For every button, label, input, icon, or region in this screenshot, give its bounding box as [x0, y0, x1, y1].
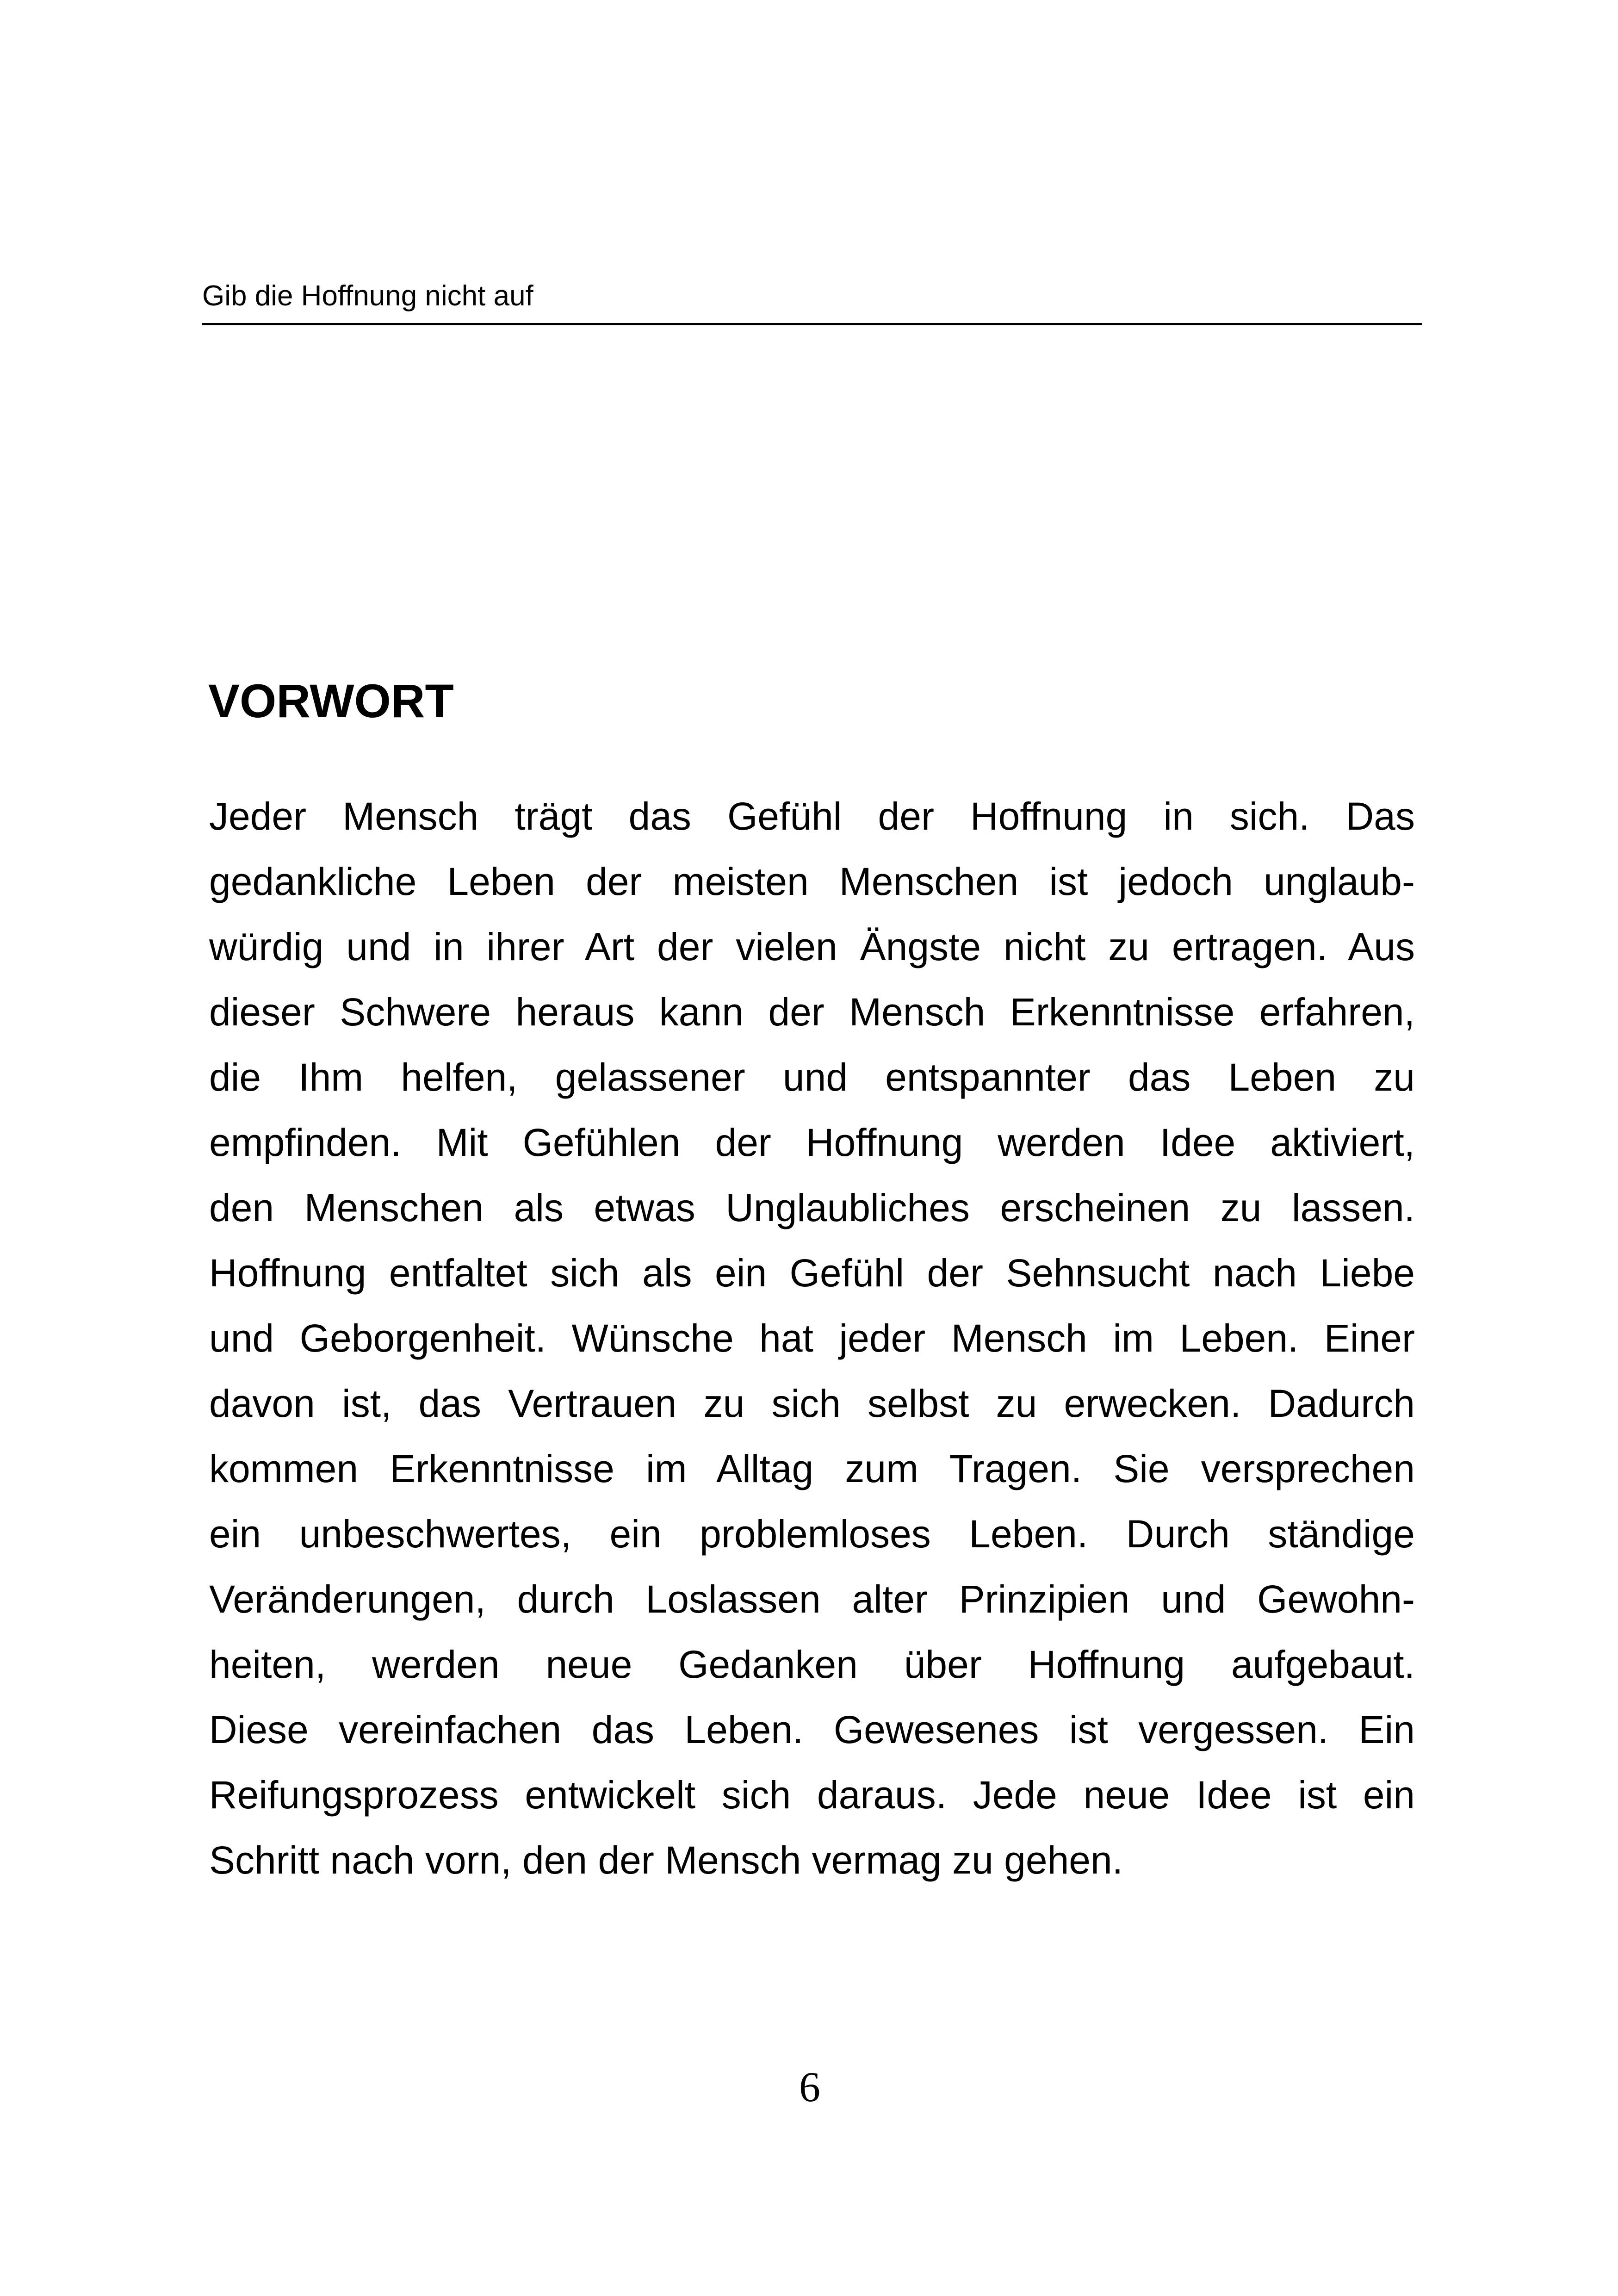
text-line: die Ihm helfen, gelassener und entspannter das Leben zu	[209, 1055, 1415, 1099]
running-header: Gib die Hoffnung nicht auf	[202, 280, 533, 312]
text-line: Reifungsprozess entwickelt sich daraus. Jede neue Idee ist ein	[209, 1773, 1415, 1817]
page-number: 6	[799, 2063, 820, 2110]
text-line: davon ist, das Vertrauen zu sich selbst zu erwecken. Dadurch	[209, 1382, 1415, 1425]
text-line: ein unbeschwertes, ein problemloses Leben. Durch ständige	[209, 1512, 1415, 1556]
body-paragraph	[209, 784, 1415, 1893]
text-line: Veränderungen, durch Loslassen alter Prinzipien und Gewohn-	[209, 1577, 1415, 1621]
text-line: gedankliche Leben der meisten Menschen ist jedoch unglaub-	[209, 860, 1415, 903]
text-line: kommen Erkenntnisse im Alltag zum Tragen. Sie versprechen	[209, 1447, 1415, 1490]
text-line: empfinden. Mit Gefühlen der Hoffnung werden Idee aktiviert,	[209, 1121, 1415, 1164]
text-line: und Geborgenheit. Wünsche hat jeder Mensch im Leben. Einer	[209, 1316, 1415, 1360]
text-line: Jeder Mensch trägt das Gefühl der Hoffnung in sich. Das	[209, 794, 1415, 838]
header-divider	[202, 323, 1422, 325]
text-line: den Menschen als etwas Unglaubliches erscheinen zu lassen.	[209, 1186, 1415, 1229]
text-line: Diese vereinfachen das Leben. Gewesenes ist vergessen. Ein	[209, 1708, 1415, 1751]
text-line: dieser Schwere heraus kann der Mensch Erkenntnisse erfahren,	[209, 990, 1415, 1034]
chapter-title: VORWORT	[208, 675, 454, 727]
text-line: Schritt nach vorn, den der Mensch vermag zu gehen.	[209, 1838, 1123, 1882]
text-line: heiten, werden neue Gedanken über Hoffnung aufgebaut.	[209, 1643, 1415, 1686]
text-line: Hoffnung entfaltet sich als ein Gefühl der Sehnsucht nach Liebe	[209, 1251, 1415, 1295]
text-line: würdig und in ihrer Art der vielen Ängste nicht zu ertragen. Aus	[209, 925, 1415, 968]
